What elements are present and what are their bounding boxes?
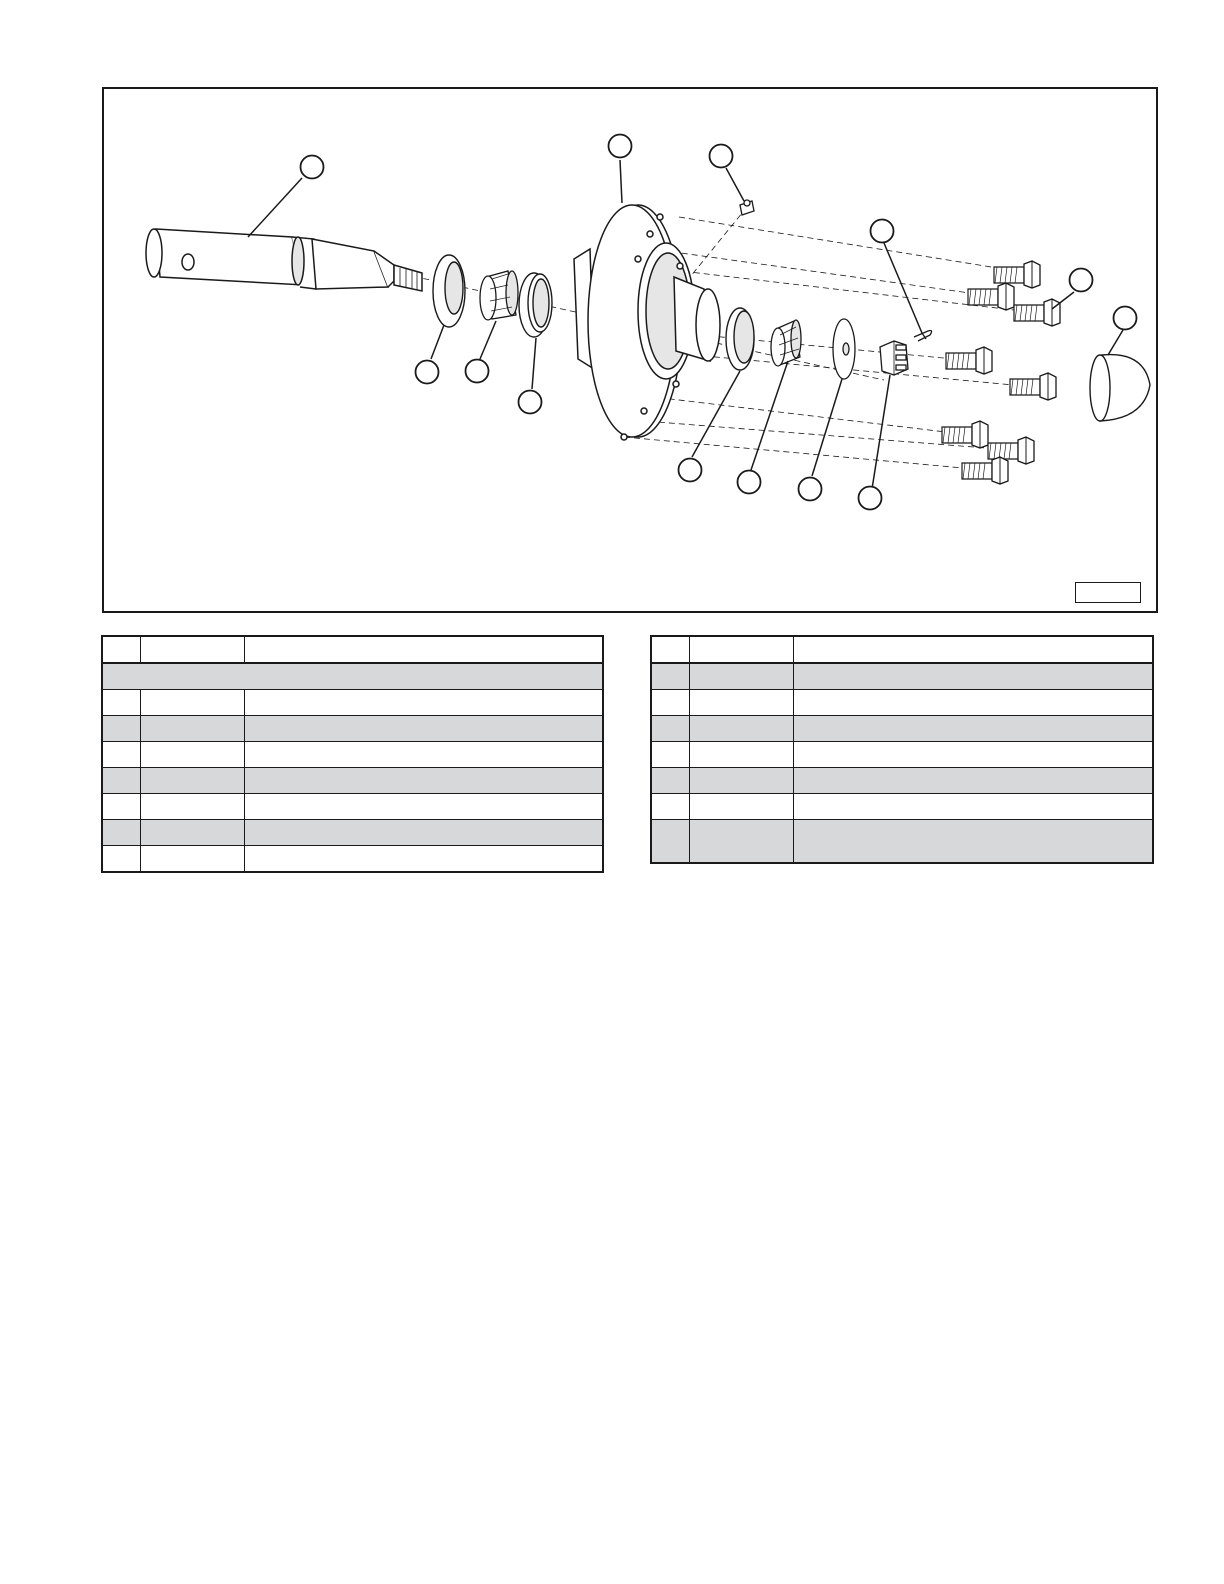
part-number	[689, 716, 793, 742]
table-row	[651, 690, 1153, 716]
table-row	[102, 742, 603, 768]
cotter-pin	[914, 331, 932, 342]
table-row	[102, 846, 603, 873]
parts-list-table-right	[650, 635, 1154, 864]
callout-balloon	[609, 135, 632, 158]
exploded-view-figure	[102, 87, 1158, 613]
callout-balloon	[679, 459, 702, 482]
item-number	[102, 716, 140, 742]
callout-balloon	[1114, 307, 1137, 330]
table-row	[102, 690, 603, 716]
header-part-number	[140, 636, 244, 663]
table-row	[651, 663, 1153, 690]
castle-nut	[880, 341, 908, 375]
item-number	[651, 820, 689, 864]
wheel-bolts	[942, 261, 1060, 484]
spindle-washer	[833, 319, 855, 379]
part-description	[244, 716, 603, 742]
item-number	[651, 663, 689, 690]
part-description	[244, 846, 603, 873]
item-number	[102, 742, 140, 768]
part-number	[140, 690, 244, 716]
hub	[574, 205, 720, 440]
parts-list-table-left	[101, 635, 604, 873]
part-description	[244, 768, 603, 794]
part-description	[793, 663, 1153, 690]
wheel-bolt	[968, 283, 1014, 310]
axle-spindle	[146, 229, 422, 291]
hub-assembly-exploded-diagram	[104, 89, 1156, 611]
part-number	[689, 690, 793, 716]
header-part-number	[689, 636, 793, 663]
part-number	[689, 794, 793, 820]
table-row	[102, 716, 603, 742]
callout-balloon	[859, 487, 882, 510]
item-number	[102, 768, 140, 794]
item-number	[102, 794, 140, 820]
table-row	[651, 794, 1153, 820]
part-description	[244, 794, 603, 820]
wheel-bolt	[994, 261, 1040, 288]
wheel-bolt	[1010, 373, 1056, 400]
part-number	[140, 742, 244, 768]
dust-cap	[1090, 355, 1150, 421]
table-row	[651, 768, 1153, 794]
header-description	[244, 636, 603, 663]
item-number	[102, 690, 140, 716]
callout-balloon	[519, 391, 542, 414]
inner-seal	[433, 255, 465, 327]
header-description	[793, 636, 1153, 663]
part-description	[793, 820, 1153, 864]
part-description	[793, 794, 1153, 820]
item-number	[651, 716, 689, 742]
part-description	[793, 716, 1153, 742]
outer-bearing-cone	[771, 320, 801, 366]
part-description	[793, 768, 1153, 794]
item-number	[651, 690, 689, 716]
part-description	[244, 742, 603, 768]
part-number	[689, 820, 793, 864]
table-header-row	[651, 636, 1153, 663]
table-row	[102, 768, 603, 794]
part-number	[140, 768, 244, 794]
header-item	[651, 636, 689, 663]
part-description	[793, 742, 1153, 768]
wheel-bolt	[942, 421, 988, 448]
item-number	[651, 794, 689, 820]
part-description	[793, 690, 1153, 716]
callout-balloon	[416, 361, 439, 384]
table-row	[651, 820, 1153, 864]
callout-balloon	[301, 156, 324, 179]
part-number	[140, 846, 244, 873]
table-row	[651, 742, 1153, 768]
table-row	[102, 794, 603, 820]
group-title	[102, 663, 603, 690]
table-row	[651, 716, 1153, 742]
part-number	[689, 663, 793, 690]
part-number	[140, 716, 244, 742]
wheel-bolt	[962, 457, 1008, 484]
part-number	[689, 768, 793, 794]
table-group-row	[102, 663, 603, 690]
item-number	[102, 820, 140, 846]
callout-balloon	[871, 220, 894, 243]
callout-balloon	[738, 471, 761, 494]
inner-bearing-cone	[480, 271, 518, 320]
wheel-bolt	[1014, 299, 1060, 326]
outer-bearing-cup	[726, 308, 754, 370]
figure-id-box	[1075, 582, 1141, 603]
part-number	[140, 820, 244, 846]
inner-bearing-cup	[519, 273, 552, 337]
header-item	[102, 636, 140, 663]
table-header-row	[102, 636, 603, 663]
grease-fitting	[740, 200, 754, 215]
wheel-bolt	[946, 347, 992, 374]
item-number	[651, 742, 689, 768]
callout-balloon	[710, 145, 733, 168]
part-number	[689, 742, 793, 768]
item-number	[651, 768, 689, 794]
table-row	[102, 820, 603, 846]
callout-balloon	[799, 478, 822, 501]
part-description	[244, 820, 603, 846]
item-number	[102, 846, 140, 873]
callout-balloon	[466, 360, 489, 383]
callout-balloon	[1070, 269, 1093, 292]
part-number	[140, 794, 244, 820]
part-description	[244, 690, 603, 716]
